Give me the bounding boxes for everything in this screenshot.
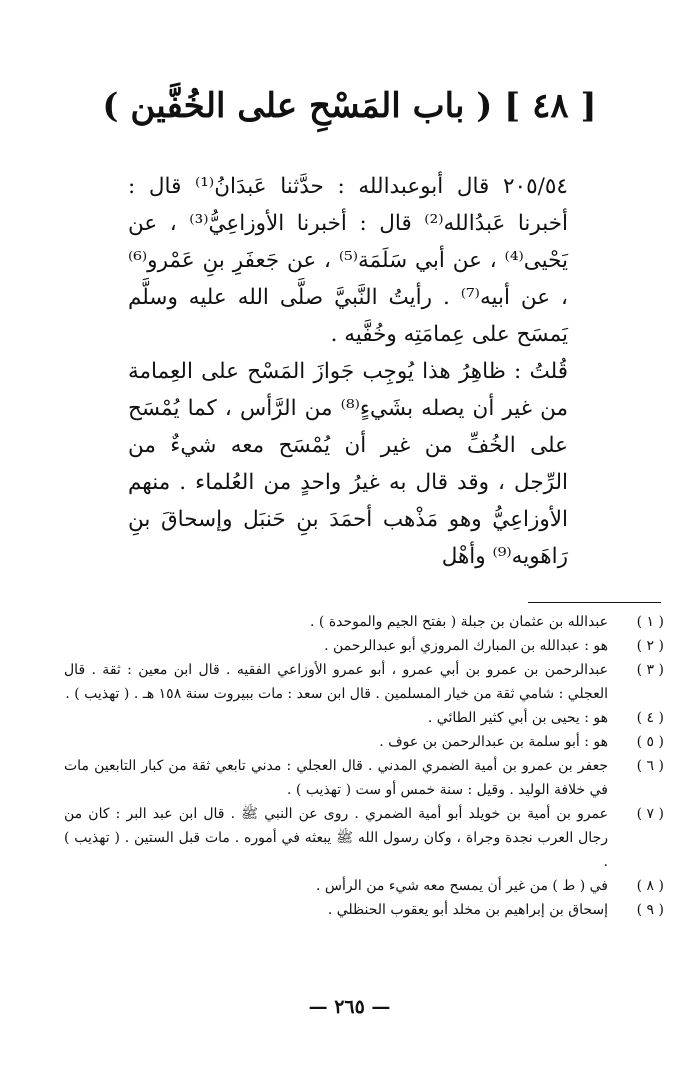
main-text-body: [128, 168, 568, 575]
footnote-item: [64, 730, 670, 754]
page-number: — ٢٦٥ —: [308, 996, 391, 1018]
footnote-text: هو : يحيى بن أبي كثير الطائي .: [427, 710, 608, 726]
footnote-number: ( ١ ): [636, 614, 664, 630]
footnote-number: ( ٥ ): [636, 734, 664, 750]
footnote-separator: [528, 602, 661, 603]
commentary-paragraph: قُلتُ : ظاهِرُ هذا يُوجِب جَوازَ المَسْح على العِمامة من غير أن يصله بشَيءٍ⁽⁸⁾ من الرَّأس ، كما يُمْسَح على الخُفِّ من غير أن يُمْسَح معه شيءٌ من الرِّجل ، وقد قال به غيرُ واحدٍ من العُلماء . منهم الأوزاعِيُّ وهو مَذْهب أحمَدَ بنِ حَنبَل وإسحاقَ بنِ رَاهَويه⁽⁹⁾ وأهْل: [128, 359, 568, 569]
footnote-text: جعفر بن عمرو بن أمية الضمري المدني . قال العجلي : مدني تابعي ثقة من كبار التابعين مات في خلافة الوليد . وقيل : سنة خمس أو ست ( تهذيب ) .: [64, 758, 608, 798]
footnote-item: [64, 706, 670, 730]
footnote-text: هو : أبو سلمة بن عبدالرحمن بن عوف .: [379, 734, 608, 750]
footnote-text: هو : عبدالله بن المبارك المروزي أبو عبدالرحمن .: [324, 638, 608, 654]
footnote-number: ( ٩ ): [636, 902, 664, 918]
footnote-text: عبدالرحمن بن عمرو بن أبي عمرو ، أبو عمرو الأوزاعي الفقيه . قال ابن معين : ثقة . قال العجلي : شامي ثقة من خيار المسلمين . قال ابن سعد : مات ببيروت سنة ١٥٨ هـ . ( تهذيب ) .: [64, 662, 608, 702]
chapter-heading: [ ٤٨ ] ( باب المَسْحِ على الخُفَّين ): [102, 86, 597, 126]
footnote-text: في ( ط ) من غير أن يمسح معه شيء من الرأس .: [316, 878, 608, 894]
footnote-number: ( ٧ ): [636, 806, 664, 822]
footnote-number: ( ٨ ): [636, 878, 664, 894]
footnote-item: [64, 874, 670, 898]
footnote-text: عمرو بن أمية بن خويلد أبو أمية الضمري . روى عن النبي ﷺ . قال ابن عبد البر : كان من رجال العرب نجدة وجراة ، وكان رسول الله ﷺ يبعثه في أموره . مات قبل الستين . ( تهذيب ) .: [64, 806, 608, 870]
footnote-item: [64, 802, 670, 874]
footnote-text: عبدالله بن عثمان بن جبلة ( بفتح الجيم والموحدة ) .: [310, 614, 608, 630]
footnote-number: ( ٣ ): [636, 662, 664, 678]
footnotes-section: [64, 610, 670, 922]
footnote-number: ( ٦ ): [636, 758, 664, 774]
footnote-item: [64, 610, 670, 634]
footnote-number: ( ٤ ): [636, 710, 664, 726]
footnote-item: [64, 634, 670, 658]
footnote-item: [64, 898, 670, 922]
hadith-paragraph: ٢٠٥/٥٤ قال أبوعبدالله : حدَّثنا عَبدَانُ⁽¹⁾ قال : أخبرنا عَبدُالله⁽²⁾ قال : أخبرنا الأوزاعِيُّ⁽³⁾ ، عن يَحْيى⁽⁴⁾ ، عن أبي سَلَمَة⁽⁵⁾ ، عن جَعفَرِ بنِ عَمْرو⁽⁶⁾ ، عن أبيه⁽⁷⁾ . رأيتُ النَّبيَّ صلَّى الله عليه وسلَّم يَمسَح على عِمامَتِه وخُفَّيه .: [128, 174, 569, 347]
footnote-text: إسحاق بن إبراهيم بن مخلد أبو يعقوب الحنظلي .: [327, 902, 608, 918]
footnote-item: [64, 754, 670, 802]
footnote-item: [64, 658, 670, 706]
footnote-number: ( ٢ ): [636, 638, 664, 654]
